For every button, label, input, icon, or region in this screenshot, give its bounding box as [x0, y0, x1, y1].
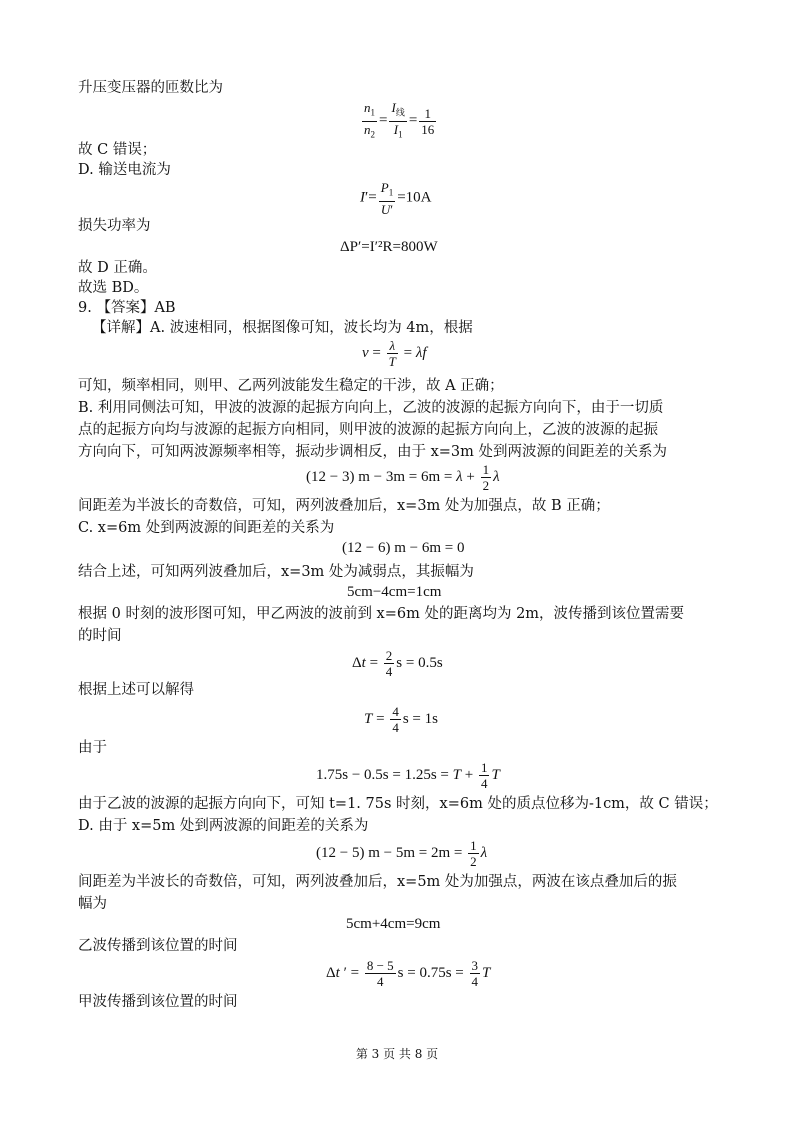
- equation-amplitude-2: 5cm+4cm=9cm: [346, 916, 441, 932]
- equation-turns-ratio: $\frac{n_1}{n_2}$ = $\frac{I_线}{I_1}$ = $\frac{1}{16}$: [364, 100, 435, 140]
- text-line: 方向向下，可知两波源频率相等，振动步调相反，由于 x=3m 处到两波源的间距差的关系为: [78, 444, 668, 460]
- text-line: 可知，频率相同，则甲、乙两列波能发生稳定的干涉，故 A 正确；: [78, 378, 504, 394]
- text-line: 点的起振方向均与波源的起振方向相同，则甲波的波源的起振方向向上，乙波的波源的起振: [78, 422, 658, 438]
- text-line: 根据上述可以解得: [78, 682, 194, 698]
- text-line: 升压变压器的匝数比为: [78, 80, 223, 96]
- text-line: 故 D 正确。: [78, 260, 157, 276]
- text-line: 由于乙波的波源的起振方向向下，可知 t=1. 75s 时刻，x=6m 处的质点位移为-1cm，故 C 错误；: [78, 796, 718, 812]
- equation-wave-speed: v = $\frac{\lambda}{T}$ = λf: [362, 338, 427, 369]
- equation-path-diff-6m: (12 − 6) m − 6m = 0: [342, 540, 465, 556]
- equation-period: T = $\frac{4}{4}$ s = 1s: [364, 704, 438, 735]
- text-line: C. x=6m 处到两波源的间距差的关系为: [78, 520, 335, 536]
- text-line: 的时间: [78, 628, 122, 644]
- text-line: D. 由于 x=5m 处到两波源的间距差的关系为: [78, 818, 369, 834]
- equation-path-diff-5m: (12 − 5) m − 5m = 2m = $\frac{1}{2}$ λ: [316, 838, 488, 869]
- text-line: 幅为: [78, 896, 107, 912]
- text-line: 由于: [78, 740, 107, 756]
- text-line: 故选 BD。: [78, 280, 149, 296]
- text-line: 根据 0 时刻的波形图可知，甲乙两波的波前到 x=6m 处的距离均为 2m，波传播到该位置需要: [78, 606, 685, 622]
- text-line: 损失功率为: [78, 218, 151, 234]
- equation-amplitude-1: 5cm−4cm=1cm: [347, 584, 442, 600]
- text-line: 【详解】A. 波速相同，根据图像可知，波长均为 4m，根据: [92, 320, 473, 336]
- equation-current: I′= $\frac{P_1}{U'}$ =10A: [360, 180, 432, 217]
- page-footer: 第 3 页 共 8 页: [355, 1047, 439, 1061]
- text-line: 间距差为半波长的奇数倍，可知，两列波叠加后，x=5m 处为加强点，两波在该点叠加后的振: [78, 874, 677, 890]
- text-line: 间距差为半波长的奇数倍，可知，两列波叠加后，x=3m 处为加强点，故 B 正确；: [78, 498, 610, 514]
- text-line: B. 利用同侧法可知，甲波的波源的起振方向向上，乙波的波源的起振方向向下，由于一切质: [78, 400, 664, 416]
- text-line: D. 输送电流为: [78, 162, 171, 178]
- equation-delta-t: Δt = $\frac{2}{4}$ s = 0.5s: [352, 648, 443, 679]
- text-line: 甲波传播到该位置的时间: [78, 994, 238, 1010]
- equation-power-loss: ΔP′=I′²R=800W: [340, 239, 438, 255]
- text-line: 乙波传播到该位置的时间: [78, 938, 238, 954]
- equation-time-sum: 1.75s − 0.5s = 1.25s = T + $\frac{1}{4}$ T: [316, 760, 500, 791]
- text-line: 结合上述，可知两列波叠加后，x=3m 处为减弱点，其振幅为: [78, 564, 474, 580]
- answer-heading: 9. 【答案】AB: [78, 300, 176, 316]
- equation-delta-t-prime: Δt ′ = $\frac{8 - 5}{4}$ s = 0.75s = $\frac{3}{4}$ T: [326, 958, 491, 989]
- equation-path-diff-3m: (12 − 3) m − 3m = 6m = λ + $\frac{1}{2}$ λ: [306, 462, 500, 493]
- text-line: 故 C 错误；: [78, 142, 157, 158]
